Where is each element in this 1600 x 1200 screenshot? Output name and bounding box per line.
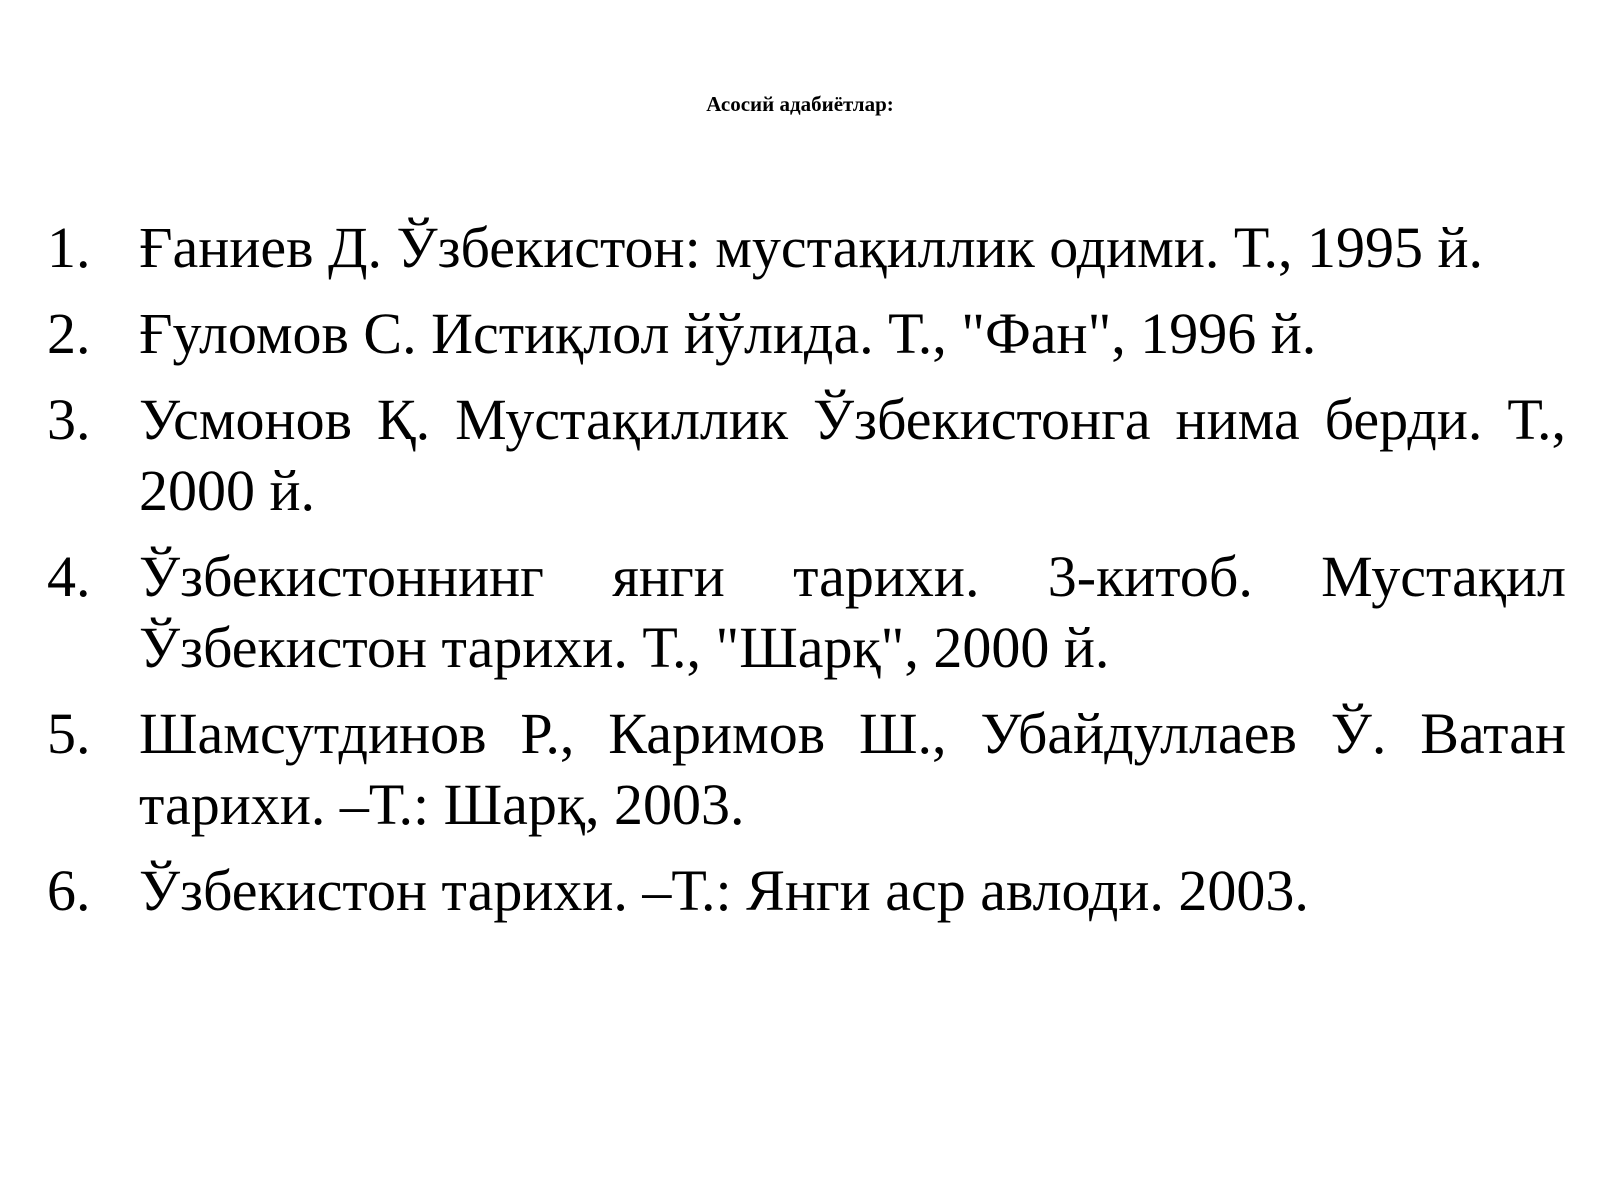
reference-number: 2.: [47, 301, 91, 366]
reference-item-3: [0, 384, 1600, 526]
reference-item-4: [0, 541, 1600, 683]
reference-item-1: [0, 212, 1600, 283]
reference-item-6: [0, 855, 1600, 926]
page-title: Асосий адабиётлар:: [706, 92, 894, 116]
reference-text: Усмонов Қ. Мустақиллик Ўзбекистонга нима берди. Т., 2000 й.: [139, 387, 1566, 523]
reference-text: Ғаниев Д. Ўзбекистон: мустақиллик одими. Т., 1995 й.: [139, 215, 1484, 280]
reference-number: 5.: [47, 701, 91, 766]
references-list: [0, 212, 1600, 941]
reference-text: Ўзбекистон тарихи. –Т.: Янги аср авлоди. 2003.: [139, 858, 1309, 923]
reference-number: 3.: [47, 387, 91, 452]
reference-text: Ғуломов С. Истиқлол йўлида. Т., "Фан", 1996 й.: [139, 301, 1317, 366]
reference-item-5: [0, 698, 1600, 840]
reference-number: 1.: [47, 215, 91, 280]
reference-number: 6.: [47, 858, 91, 923]
reference-item-2: [0, 298, 1600, 369]
reference-text: Ўзбекистоннинг янги тарихи. 3-китоб. Мустақил Ўзбекистон тарихи. Т., "Шарқ", 2000 й.: [139, 544, 1566, 680]
reference-number: 4.: [47, 544, 91, 609]
reference-text: Шамсутдинов Р., Каримов Ш., Убайдуллаев Ў. Ватан тарихи. –Т.: Шарқ, 2003.: [139, 701, 1566, 837]
